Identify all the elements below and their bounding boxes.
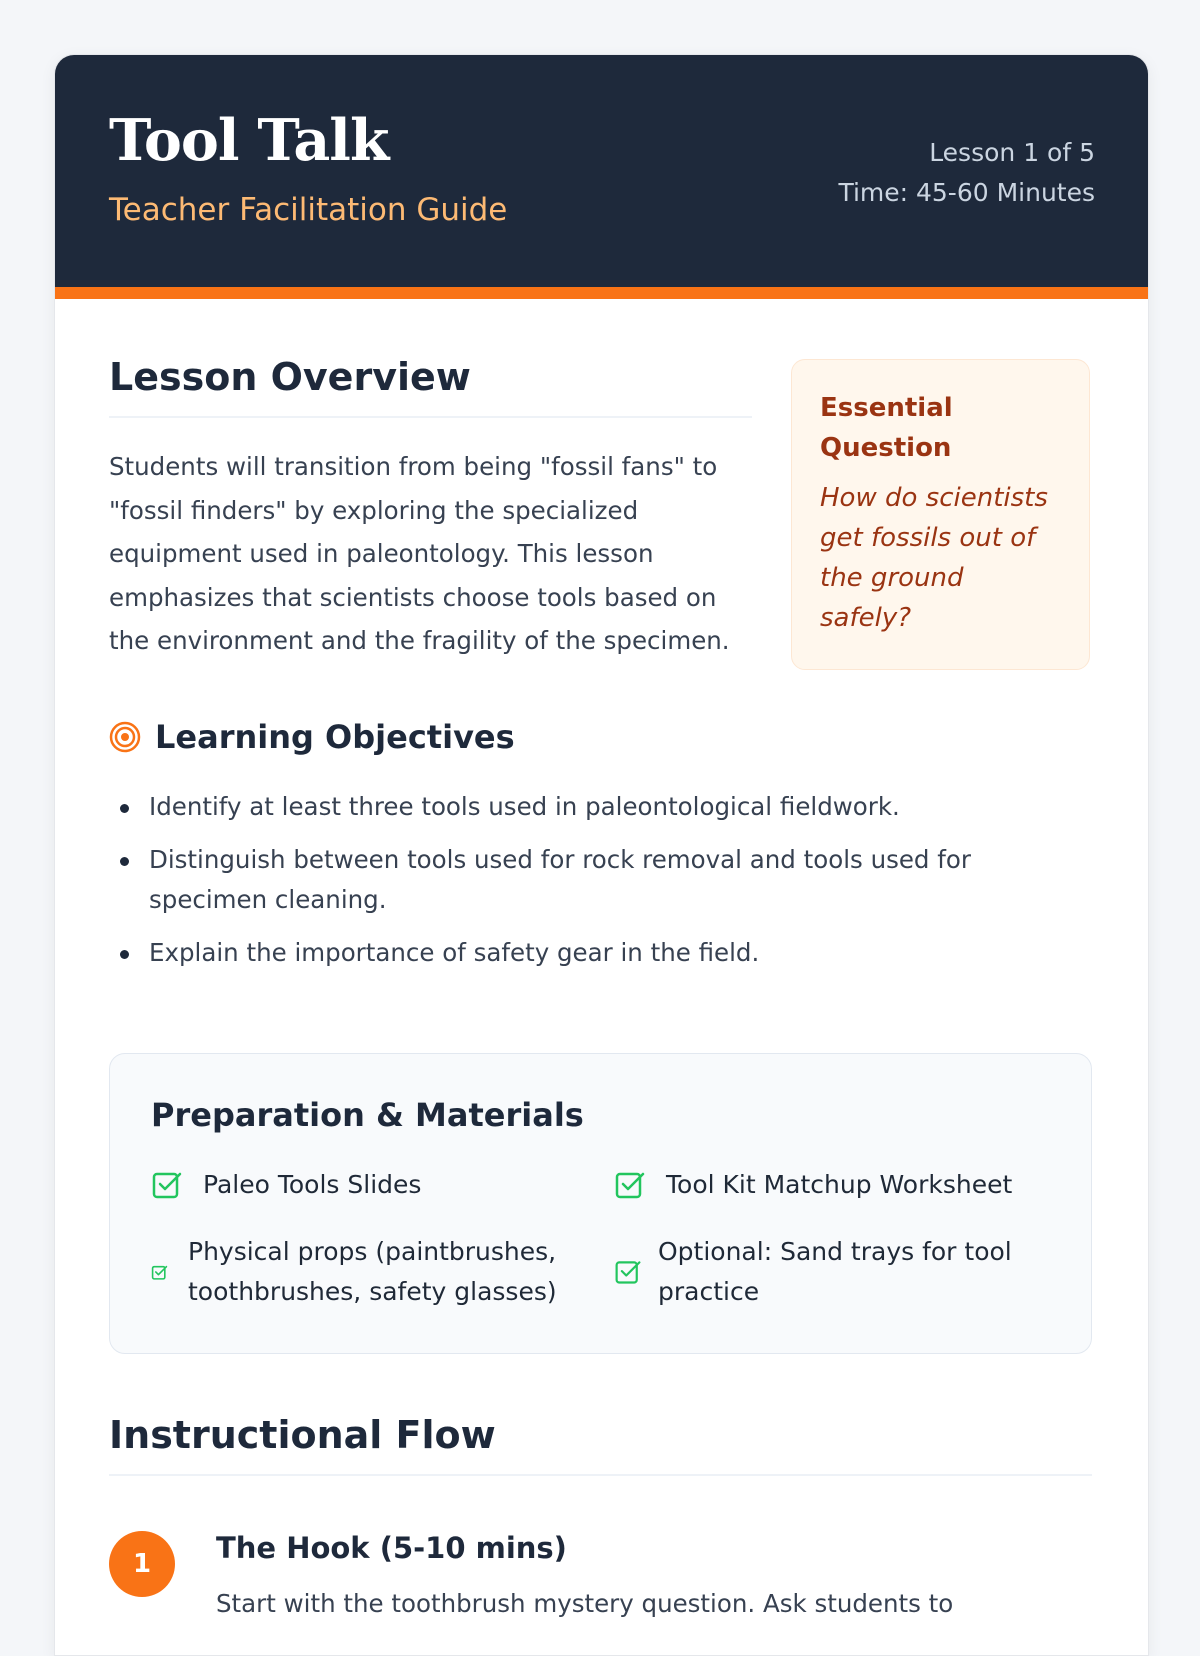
material-item <box>614 1165 1074 1205</box>
flow-divider <box>109 1474 1092 1476</box>
checkbox-icon <box>614 1258 642 1286</box>
material-label: Paleo Tools Slides <box>203 1170 422 1199</box>
lesson-time: Time: 45-60 Minutes <box>838 178 1095 207</box>
page-subtitle: Teacher Facilitation Guide <box>109 192 508 228</box>
page-title: Tool Talk <box>109 107 389 174</box>
step-number-badge: 1 <box>109 1531 175 1597</box>
checkbox-icon <box>614 1169 646 1201</box>
list-item: Explain the importance of safety gear in the field. <box>109 933 1009 973</box>
materials-heading: Preparation & Materials <box>151 1096 584 1134</box>
material-label: Optional: Sand trays for tool practice <box>658 1237 1012 1306</box>
list-item: Distinguish between tools used for rock removal and tools used for specimen cleaning. <box>109 840 1009 920</box>
lesson-meta <box>838 133 1095 213</box>
essential-question-box <box>791 359 1090 670</box>
checkbox-icon <box>151 1264 168 1281</box>
objectives-header <box>109 717 515 757</box>
overview-divider <box>109 416 752 418</box>
list-item: Identify at least three tools used in paleontological fieldwork. <box>109 787 1009 827</box>
step-text: Start with the toothbrush mystery question. Ask students to <box>216 1589 954 1618</box>
checkbox-icon <box>151 1169 183 1201</box>
essential-question-text: How do scientists get fossils out of the ground safely? <box>820 483 1048 633</box>
overview-heading: Lesson Overview <box>109 355 471 399</box>
flow-heading: Instructional Flow <box>109 1413 496 1457</box>
lesson-card <box>54 54 1149 1656</box>
target-icon <box>109 721 141 753</box>
overview-text: Students will transition from being "fossil fans" to "fossil finders" by exploring the specialized equipment used in paleontology. This lesson emphasizes that scientists choose tools based on the environment and the fragility of the specimen. <box>109 452 730 655</box>
essential-question-label: Essential Question <box>820 393 953 463</box>
objectives-list <box>109 787 1009 986</box>
material-item <box>151 1165 571 1205</box>
material-item <box>614 1232 1054 1312</box>
objectives-heading: Learning Objectives <box>155 718 515 756</box>
material-label: Physical props (paintbrushes, toothbrushes, safety glasses) <box>188 1237 557 1306</box>
step-title: The Hook (5-10 mins) <box>216 1531 567 1565</box>
material-item <box>151 1232 571 1312</box>
lesson-number: Lesson 1 of 5 <box>929 138 1095 167</box>
material-label: Tool Kit Matchup Worksheet <box>666 1170 1013 1199</box>
materials-box <box>109 1053 1092 1354</box>
lesson-header <box>55 55 1148 299</box>
